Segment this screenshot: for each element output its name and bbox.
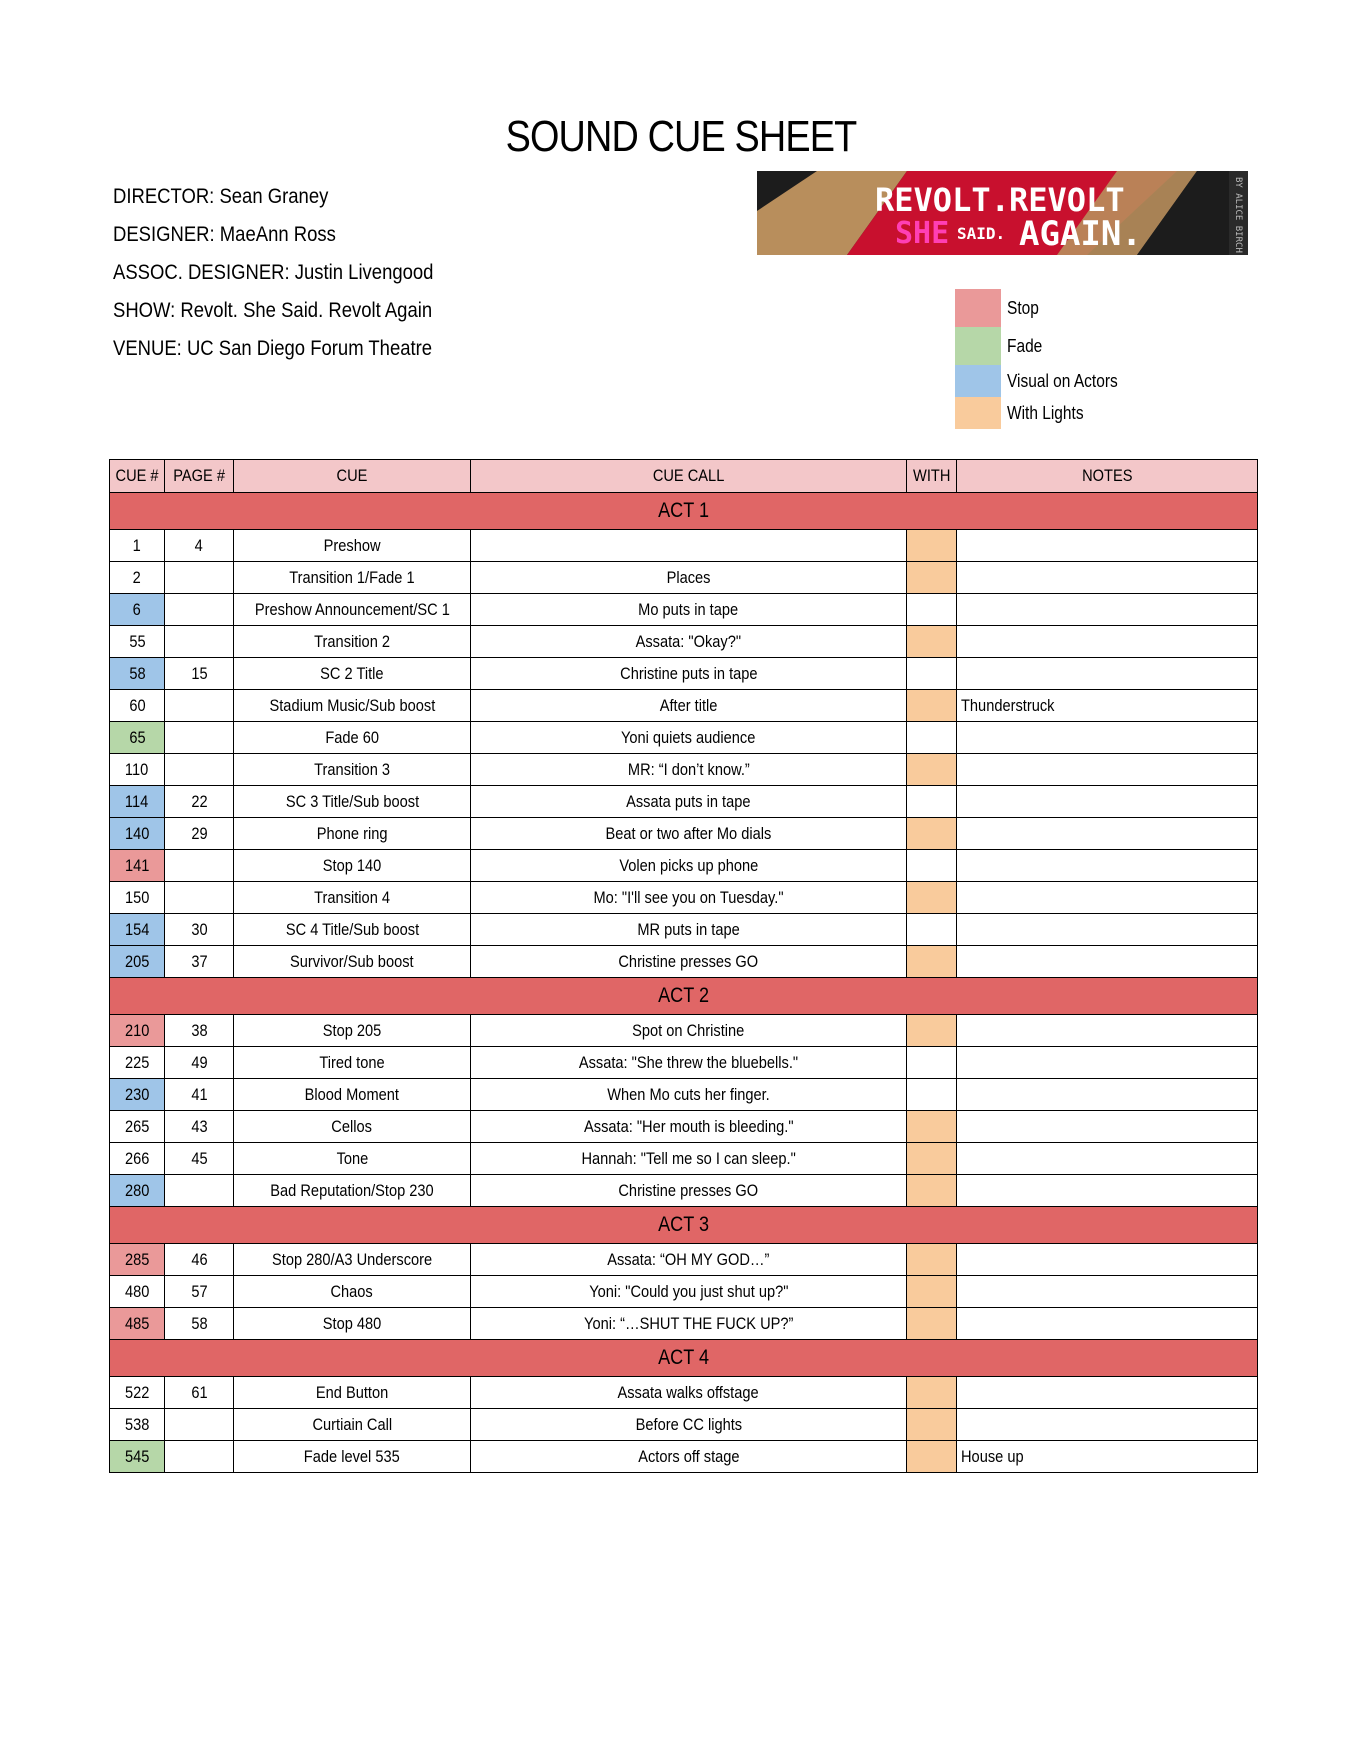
cue-number-cell: 114: [110, 786, 165, 818]
notes-cell: [957, 818, 1258, 850]
page-number-cell: 38: [165, 1015, 234, 1047]
show-logo-banner: [757, 171, 1248, 255]
with-cell: [907, 690, 957, 722]
cue-name-cell: Stop 205: [234, 1015, 471, 1047]
cue-number-cell: 110: [110, 754, 165, 786]
act-title: ACT 2: [110, 978, 1258, 1015]
act-title: ACT 3: [110, 1207, 1258, 1244]
table-row: [110, 1308, 1258, 1340]
with-cell: [907, 914, 957, 946]
page-number-cell: 46: [165, 1244, 234, 1276]
table-row: [110, 818, 1258, 850]
notes-cell: Thunderstruck: [957, 690, 1258, 722]
header-cue: CUE: [234, 460, 471, 493]
cue-call-cell: [471, 530, 907, 562]
act-title: ACT 1: [110, 493, 1258, 530]
with-cell: [907, 1276, 957, 1308]
cue-call-cell: Places: [471, 562, 907, 594]
with-cell: [907, 1143, 957, 1175]
assoc-designer-line: ASSOC. DESIGNER: Justin Livengood: [113, 261, 434, 284]
page-number-cell: [165, 882, 234, 914]
cue-table: [109, 459, 1258, 1473]
page-number-cell: 61: [165, 1377, 234, 1409]
page-number-cell: [165, 1175, 234, 1207]
legend-swatch-visual: [955, 365, 1001, 397]
table-row: [110, 1143, 1258, 1175]
show-logo-art: [757, 171, 1248, 255]
cue-call-cell: Yoni: "Could you just shut up?": [471, 1276, 907, 1308]
page-number-cell: [165, 1409, 234, 1441]
cue-number-cell: 1: [110, 530, 165, 562]
notes-cell: [957, 1143, 1258, 1175]
cue-name-cell: Fade 60: [234, 722, 471, 754]
with-cell: [907, 1079, 957, 1111]
logo-word-again: AGAIN.: [1019, 214, 1142, 254]
cue-call-cell: Christine presses GO: [471, 946, 907, 978]
cue-call-cell: Assata: “OH MY GOD…”: [471, 1244, 907, 1276]
with-cell: [907, 1111, 957, 1143]
with-cell: [907, 850, 957, 882]
notes-cell: [957, 1047, 1258, 1079]
table-row: [110, 1276, 1258, 1308]
page-number-cell: 41: [165, 1079, 234, 1111]
page-number-cell: 43: [165, 1111, 234, 1143]
cue-name-cell: Tired tone: [234, 1047, 471, 1079]
table-row: [110, 882, 1258, 914]
notes-cell: House up: [957, 1441, 1258, 1473]
with-cell: [907, 1409, 957, 1441]
with-cell: [907, 658, 957, 690]
notes-cell: [957, 626, 1258, 658]
cue-call-cell: Before CC lights: [471, 1409, 907, 1441]
table-row: [110, 914, 1258, 946]
cue-name-cell: Transition 3: [234, 754, 471, 786]
notes-cell: [957, 946, 1258, 978]
cue-call-cell: Volen picks up phone: [471, 850, 907, 882]
cue-number-cell: 265: [110, 1111, 165, 1143]
cue-call-cell: Mo puts in tape: [471, 594, 907, 626]
cue-call-cell: MR: “I don’t know.”: [471, 754, 907, 786]
with-cell: [907, 818, 957, 850]
logo-word-she: SHE: [895, 216, 950, 251]
notes-cell: [957, 1276, 1258, 1308]
designer-line: DESIGNER: MaeAnn Ross: [113, 223, 336, 246]
page-number-cell: 29: [165, 818, 234, 850]
color-legend: [955, 289, 1136, 429]
act-header-row: [110, 1207, 1258, 1244]
table-row: [110, 1409, 1258, 1441]
cue-name-cell: Phone ring: [234, 818, 471, 850]
cue-name-cell: Tone: [234, 1143, 471, 1175]
act-header-row: [110, 978, 1258, 1015]
cue-name-cell: Survivor/Sub boost: [234, 946, 471, 978]
cue-name-cell: Curtiain Call: [234, 1409, 471, 1441]
page-title: SOUND CUE SHEET: [505, 112, 857, 161]
act-title: ACT 4: [110, 1340, 1258, 1377]
cue-call-cell: Assata: "She threw the bluebells.": [471, 1047, 907, 1079]
cue-call-cell: Hannah: "Tell me so I can sleep.": [471, 1143, 907, 1175]
legend-swatch-stop: [955, 289, 1001, 327]
table-row: [110, 1079, 1258, 1111]
act-header-row: [110, 493, 1258, 530]
cue-name-cell: Stop 140: [234, 850, 471, 882]
logo-word-said: SAID.: [957, 224, 1006, 243]
page-number-cell: 57: [165, 1276, 234, 1308]
table-row: [110, 658, 1258, 690]
cue-name-cell: Cellos: [234, 1111, 471, 1143]
cue-call-cell: Actors off stage: [471, 1441, 907, 1473]
table-row: [110, 1175, 1258, 1207]
cue-number-cell: 230: [110, 1079, 165, 1111]
page-number-cell: [165, 594, 234, 626]
cue-number-cell: 225: [110, 1047, 165, 1079]
page-number-cell: [165, 1441, 234, 1473]
notes-cell: [957, 1244, 1258, 1276]
venue-line: VENUE: UC San Diego Forum Theatre: [113, 337, 433, 360]
table-row: [110, 754, 1258, 786]
cue-number-cell: 55: [110, 626, 165, 658]
legend-item-visual: [955, 365, 1136, 397]
notes-cell: [957, 1015, 1258, 1047]
with-cell: [907, 882, 957, 914]
legend-label-stop: Stop: [1007, 297, 1039, 318]
table-row: [110, 1015, 1258, 1047]
cue-number-cell: 140: [110, 818, 165, 850]
cue-name-cell: SC 3 Title/Sub boost: [234, 786, 471, 818]
notes-cell: [957, 1111, 1258, 1143]
production-info: [113, 178, 477, 368]
cue-number-cell: 285: [110, 1244, 165, 1276]
cue-number-cell: 485: [110, 1308, 165, 1340]
notes-cell: [957, 882, 1258, 914]
cue-number-cell: 6: [110, 594, 165, 626]
with-cell: [907, 786, 957, 818]
page-number-cell: [165, 754, 234, 786]
header-cue-call: CUE CALL: [471, 460, 907, 493]
cue-number-cell: 480: [110, 1276, 165, 1308]
cue-name-cell: SC 4 Title/Sub boost: [234, 914, 471, 946]
with-cell: [907, 722, 957, 754]
page-number-cell: [165, 562, 234, 594]
cue-number-cell: 141: [110, 850, 165, 882]
table-row: [110, 562, 1258, 594]
page-number-cell: 22: [165, 786, 234, 818]
page-number-cell: 58: [165, 1308, 234, 1340]
with-cell: [907, 1441, 957, 1473]
table-row: [110, 690, 1258, 722]
header-cue-number: CUE #: [110, 460, 165, 493]
notes-cell: [957, 562, 1258, 594]
page-number-cell: [165, 690, 234, 722]
header-with: WITH: [907, 460, 957, 493]
legend-label-visual: Visual on Actors: [1007, 370, 1118, 391]
cue-call-cell: Beat or two after Mo dials: [471, 818, 907, 850]
cue-name-cell: Stop 280/A3 Underscore: [234, 1244, 471, 1276]
table-row: [110, 1047, 1258, 1079]
notes-cell: [957, 914, 1258, 946]
page-number-cell: [165, 626, 234, 658]
cue-number-cell: 150: [110, 882, 165, 914]
legend-swatch-fade: [955, 327, 1001, 365]
cue-name-cell: Transition 2: [234, 626, 471, 658]
table-row: [110, 946, 1258, 978]
cue-name-cell: End Button: [234, 1377, 471, 1409]
cue-call-cell: Christine presses GO: [471, 1175, 907, 1207]
cue-number-cell: 538: [110, 1409, 165, 1441]
cue-call-cell: Mo: "I'll see you on Tuesday.": [471, 882, 907, 914]
with-cell: [907, 594, 957, 626]
page-number-cell: [165, 850, 234, 882]
with-cell: [907, 1244, 957, 1276]
act-header-row: [110, 1340, 1258, 1377]
cue-number-cell: 2: [110, 562, 165, 594]
table-row: [110, 530, 1258, 562]
cue-name-cell: Stadium Music/Sub boost: [234, 690, 471, 722]
with-cell: [907, 1308, 957, 1340]
header-notes: NOTES: [957, 460, 1258, 493]
notes-cell: [957, 786, 1258, 818]
cue-name-cell: Transition 4: [234, 882, 471, 914]
cue-number-cell: 154: [110, 914, 165, 946]
cue-call-cell: When Mo cuts her finger.: [471, 1079, 907, 1111]
with-cell: [907, 1377, 957, 1409]
notes-cell: [957, 1175, 1258, 1207]
with-cell: [907, 1047, 957, 1079]
cue-name-cell: Preshow: [234, 530, 471, 562]
logo-byline: BY ALICE BIRCH: [1233, 177, 1243, 253]
legend-item-stop: [955, 289, 1136, 327]
cue-name-cell: Preshow Announcement/SC 1: [234, 594, 471, 626]
notes-cell: [957, 658, 1258, 690]
cue-name-cell: Fade level 535: [234, 1441, 471, 1473]
logo-word-revolt-2: REVOLT: [1009, 181, 1125, 219]
with-cell: [907, 1015, 957, 1047]
page-number-cell: 37: [165, 946, 234, 978]
with-cell: [907, 626, 957, 658]
page-number-cell: 4: [165, 530, 234, 562]
with-cell: [907, 562, 957, 594]
cue-number-cell: 210: [110, 1015, 165, 1047]
cue-name-cell: SC 2 Title: [234, 658, 471, 690]
cue-number-cell: 58: [110, 658, 165, 690]
table-row: [110, 786, 1258, 818]
table-row: [110, 1244, 1258, 1276]
table-row: [110, 850, 1258, 882]
notes-cell: [957, 754, 1258, 786]
notes-cell: [957, 1308, 1258, 1340]
legend-item-fade: [955, 327, 1136, 365]
table-row: [110, 594, 1258, 626]
director-line: DIRECTOR: Sean Graney: [113, 185, 329, 208]
cue-number-cell: 65: [110, 722, 165, 754]
show-line: SHOW: Revolt. She Said. Revolt Again: [113, 299, 433, 322]
notes-cell: [957, 722, 1258, 754]
table-row: [110, 722, 1258, 754]
header-page-number: PAGE #: [165, 460, 234, 493]
with-cell: [907, 530, 957, 562]
cue-name-cell: Blood Moment: [234, 1079, 471, 1111]
page-number-cell: 49: [165, 1047, 234, 1079]
legend-swatch-lights: [955, 397, 1001, 429]
cue-call-cell: Assata: "Her mouth is bleeding.": [471, 1111, 907, 1143]
table-row: [110, 1377, 1258, 1409]
page-number-cell: 45: [165, 1143, 234, 1175]
table-row: [110, 626, 1258, 658]
cue-name-cell: Transition 1/Fade 1: [234, 562, 471, 594]
cue-call-cell: Yoni: “…SHUT THE FUCK UP?”: [471, 1308, 907, 1340]
page-number-cell: [165, 722, 234, 754]
cue-call-cell: Christine puts in tape: [471, 658, 907, 690]
cue-name-cell: Chaos: [234, 1276, 471, 1308]
notes-cell: [957, 1377, 1258, 1409]
cue-name-cell: Stop 480: [234, 1308, 471, 1340]
cue-number-cell: 280: [110, 1175, 165, 1207]
with-cell: [907, 946, 957, 978]
cue-call-cell: MR puts in tape: [471, 914, 907, 946]
cue-call-cell: After title: [471, 690, 907, 722]
notes-cell: [957, 530, 1258, 562]
cue-call-cell: Assata puts in tape: [471, 786, 907, 818]
cue-call-cell: Yoni quiets audience: [471, 722, 907, 754]
legend-label-lights: With Lights: [1007, 402, 1084, 423]
notes-cell: [957, 1079, 1258, 1111]
cue-number-cell: 266: [110, 1143, 165, 1175]
cue-table-body: [110, 493, 1258, 1473]
page-number-cell: 30: [165, 914, 234, 946]
legend-label-fade: Fade: [1007, 335, 1043, 356]
legend-item-lights: [955, 397, 1136, 429]
cue-call-cell: Assata walks offstage: [471, 1377, 907, 1409]
page-number-cell: 15: [165, 658, 234, 690]
cue-name-cell: Bad Reputation/Stop 230: [234, 1175, 471, 1207]
cue-number-cell: 522: [110, 1377, 165, 1409]
with-cell: [907, 1175, 957, 1207]
table-row: [110, 1111, 1258, 1143]
cue-call-cell: Spot on Christine: [471, 1015, 907, 1047]
table-header-row: [110, 460, 1258, 493]
notes-cell: [957, 850, 1258, 882]
logo-word-revolt: REVOLT.: [875, 181, 1010, 219]
cue-number-cell: 205: [110, 946, 165, 978]
notes-cell: [957, 594, 1258, 626]
cue-number-cell: 60: [110, 690, 165, 722]
notes-cell: [957, 1409, 1258, 1441]
table-row: [110, 1441, 1258, 1473]
with-cell: [907, 754, 957, 786]
cue-number-cell: 545: [110, 1441, 165, 1473]
cue-call-cell: Assata: "Okay?": [471, 626, 907, 658]
